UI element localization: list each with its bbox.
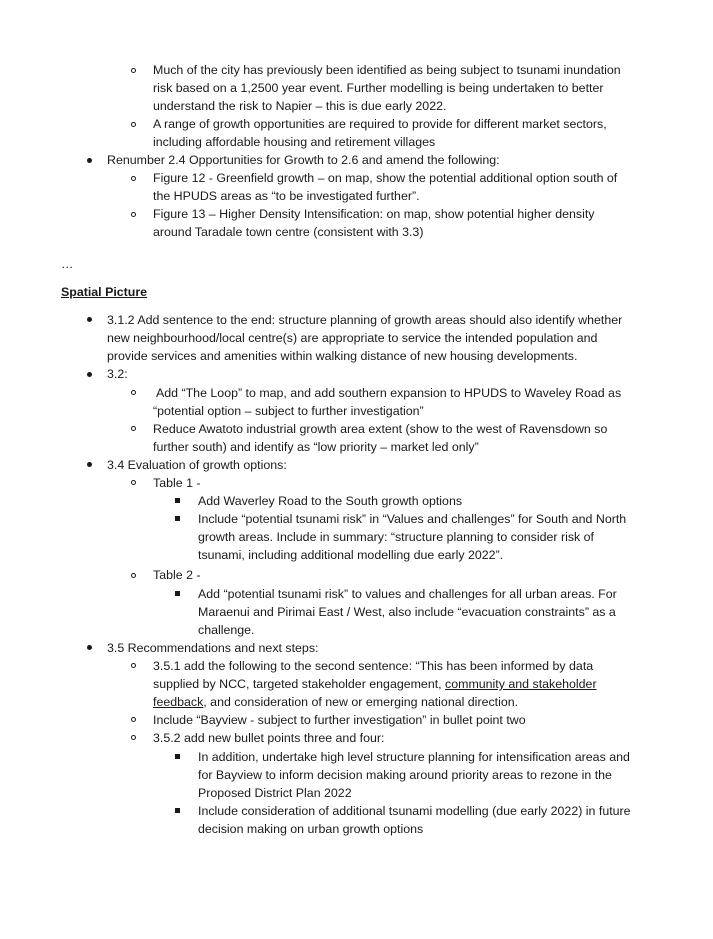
text-line: Much of the city has previously been identified as being subject to tsunami inundation (153, 63, 621, 77)
text-line: for Bayview to inform decision making around priority areas to rezone in the (198, 768, 612, 782)
text-line: Proposed District Plan 2022 (198, 786, 352, 800)
bullet-square (175, 754, 180, 759)
text-line: Table 1 - (153, 476, 201, 490)
text-line: new neighbourhood/local centre(s) are appropriate to service the intended population and (107, 331, 598, 345)
bullet-circle (131, 212, 136, 217)
text-line: challenge. (198, 623, 255, 637)
bullet-circle (131, 663, 136, 668)
text-line: Include “potential tsunami risk” in “Values and challenges” for South and North (198, 512, 627, 526)
bullet-circle (131, 122, 136, 127)
text-line: decision making on urban growth options (198, 822, 424, 836)
text-line: Add Waverley Road to the South growth options (198, 494, 463, 508)
text-line: 3.5.1 add the following to the second sentence: “This has been informed by data (153, 659, 594, 673)
text-line: Renumber 2.4 Opportunities for Growth to 2.6 and amend the following: (107, 153, 500, 167)
text-line: risk based on a 1,2500 year event. Further modelling is being undertaken to better (153, 81, 604, 95)
text-line: 3.2: (107, 367, 128, 381)
text-line: 3.1.2 Add sentence to the end: structure planning of growth areas should also identify whether (107, 313, 623, 327)
bullet-circle (131, 480, 136, 485)
text-line (153, 675, 597, 693)
text-line: Figure 12 - Greenfield growth – on map, show the potential additional option south of (153, 171, 618, 185)
text-line: understand the risk to Napier – this is due early 2022. (153, 99, 447, 113)
text-line: Include “Bayview - subject to further investigation” in bullet point two (153, 713, 526, 727)
text-run: supplied by NCC, targeted stakeholder engagement, (153, 677, 446, 691)
text-line: Include consideration of additional tsunami modelling (due early 2022) in future (198, 804, 631, 818)
text-line: 3.5 Recommendations and next steps: (107, 641, 319, 655)
text-line: around Taradale town centre (consistent with 3.3) (153, 225, 424, 239)
underlined-text: feedback (153, 695, 204, 709)
text-line: the HPUDS areas as “to be investigated further”. (153, 189, 420, 203)
text-line: growth areas. Include in summary: “structure planning to consider risk of (198, 530, 594, 544)
bullet-circle (131, 426, 136, 431)
bullet-circle (131, 735, 136, 740)
bullet-disc (87, 462, 92, 467)
text-line: Maraenui and Pirimai East / West, also include “evacuation constraints” as a (198, 605, 616, 619)
bullet-disc (87, 317, 92, 322)
bullet-circle (131, 573, 136, 578)
ellipsis: … (61, 257, 74, 271)
text-line: including affordable housing and retirement villages (153, 135, 436, 149)
bullet-square (175, 808, 180, 813)
bullet-circle (131, 717, 136, 722)
text-line: Table 2 - (153, 568, 201, 582)
text-line: 3.5.2 add new bullet points three and four: (153, 731, 385, 745)
bullet-circle (131, 176, 136, 181)
underlined-text: community and stakeholder (445, 677, 597, 691)
text-run: , and consideration of new or emerging national direction. (203, 695, 519, 709)
bullet-disc (87, 158, 92, 163)
text-line: “potential option – subject to further investigation” (153, 404, 424, 418)
bullet-circle (131, 390, 136, 395)
text-line: A range of growth opportunities are required to provide for different market sectors, (153, 117, 607, 131)
text-line: tsunami, including additional modelling due early 2022”. (198, 548, 504, 562)
bullet-square (175, 498, 180, 503)
text-line: Reduce Awatoto industrial growth area extent (show to the west of Ravensdown so (153, 422, 608, 436)
text-line: In addition, undertake high level structure planning for intensification areas and (198, 750, 630, 764)
text-line: Figure 13 – Higher Density Intensification: on map, show potential higher density (153, 207, 595, 221)
bullet-disc (87, 372, 92, 377)
section-heading: Spatial Picture (61, 285, 148, 299)
bullet-disc (87, 645, 92, 650)
bullet-square (175, 591, 180, 596)
bullet-square (175, 516, 180, 521)
text-line: Add “The Loop” to map, and add southern expansion to HPUDS to Waveley Road as (156, 386, 622, 400)
text-line: further south) and identify as “low priority – market led only” (153, 440, 479, 454)
text-line: provide services and amenities within walking distance of new housing developments. (107, 349, 578, 363)
text-line: 3.4 Evaluation of growth options: (107, 458, 287, 472)
text-line: Add “potential tsunami risk” to values and challenges for all urban areas. For (198, 587, 617, 601)
bullet-circle (131, 68, 136, 73)
text-line (153, 693, 518, 711)
